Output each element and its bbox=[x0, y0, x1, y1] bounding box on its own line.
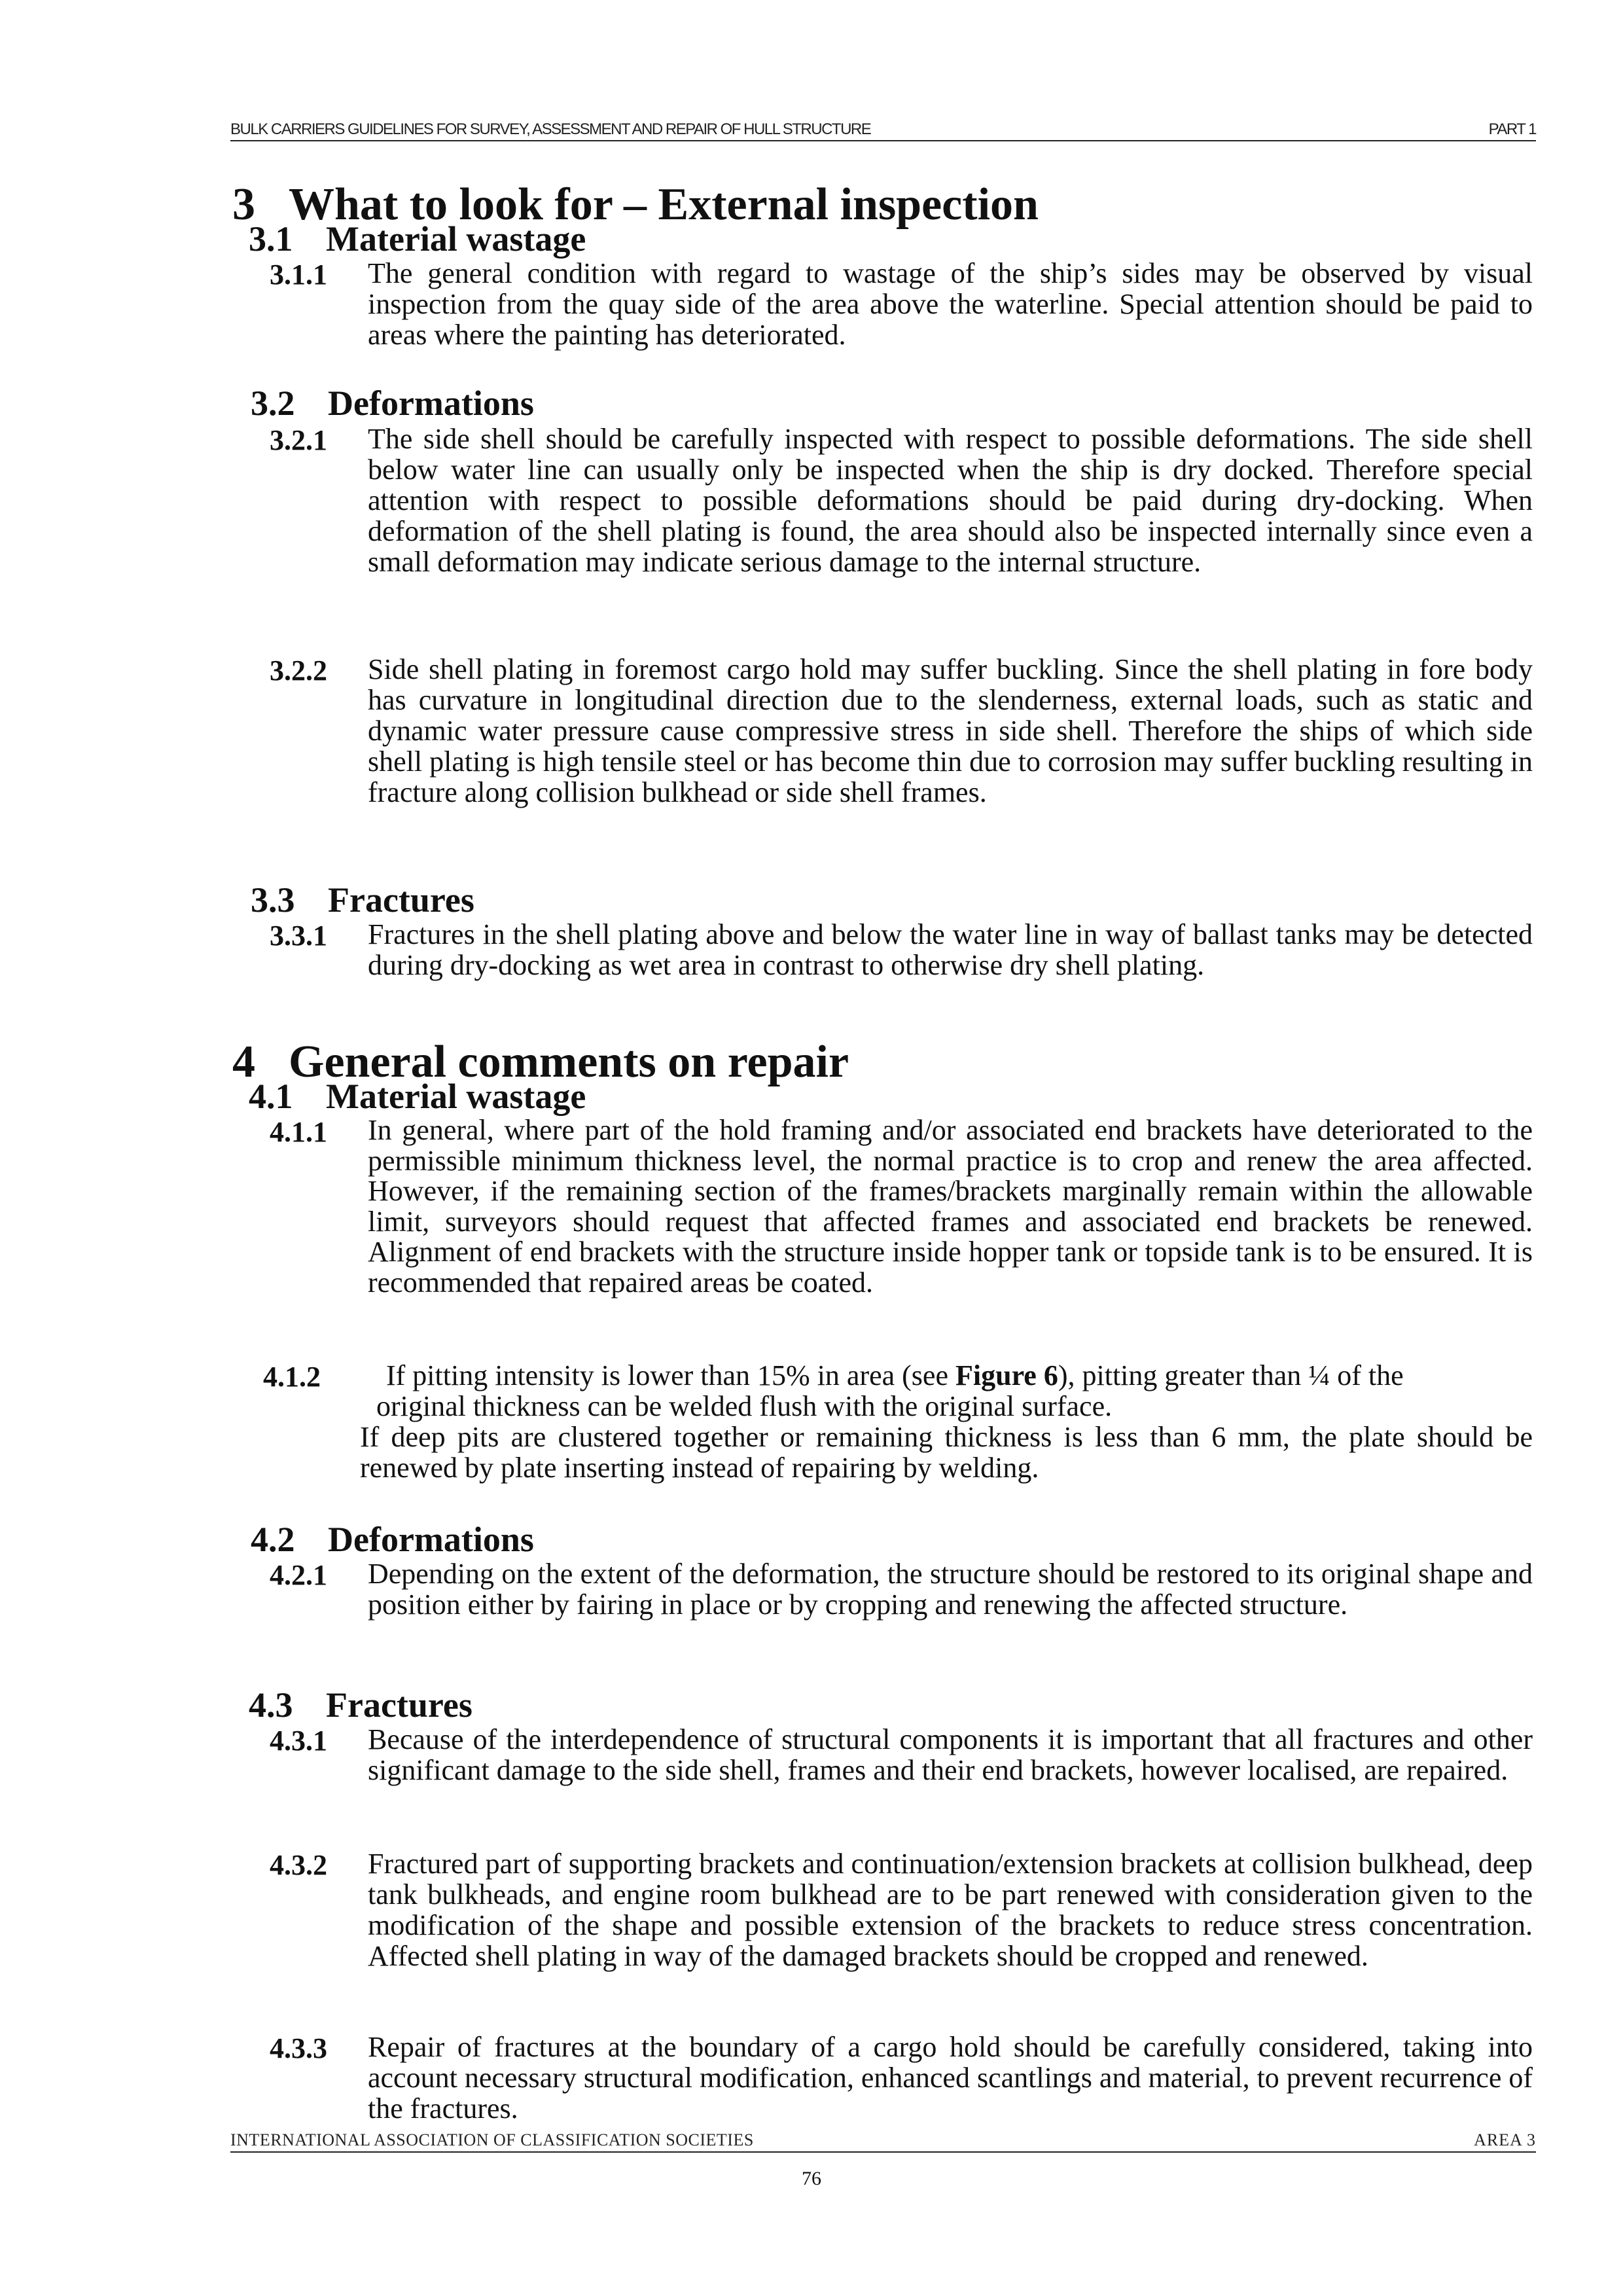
para-4-1-2-text-b: ), pitting greater than ¼ of the bbox=[1058, 1359, 1404, 1391]
para-4-1-2-line-2: original thickness can be welded flush with the original surface. bbox=[376, 1390, 1113, 1422]
section-4-3-heading bbox=[249, 1687, 473, 1723]
para-3-1-1: The general condition with regard to wastage of the ship’s sides may be observed by visual inspection from the quay side of the area above the waterline. Special attention should be paid to areas where the painting has deteriorated. bbox=[368, 257, 1533, 351]
section-3-1-heading bbox=[249, 221, 586, 257]
footer-organization: INTERNATIONAL ASSOCIATION OF CLASSIFICATION SOCIETIES bbox=[230, 2130, 754, 2149]
para-3-2-2: Side shell plating in foremost cargo hold may suffer buckling. Since the shell plating in fore body has curvature in longitudinal direction due to the slenderness, external loads, such as static and dynamic water pressure cause compressive stress in side shell. Therefore the ships of which side shell plating is high tensile steel or has become thin due to corrosion may suffer buckling resulting in fracture along collision bulkhead or side shell frames. bbox=[368, 653, 1533, 808]
subsection-title: Fractures bbox=[328, 880, 474, 920]
running-footer bbox=[230, 2129, 1536, 2153]
para-4-1-2-text-a: If pitting intensity is lower than 15% in area (see bbox=[386, 1359, 955, 1391]
subsection-number: 3.2 bbox=[251, 384, 295, 423]
para-4-3-1: Because of the interdependence of structural components it is important that all fractures and other significant damage to the side shell, frames and their end brackets, however localised, are repaired. bbox=[368, 1723, 1533, 1786]
para-number-4-3-1: 4.3.1 bbox=[270, 1725, 327, 1757]
para-number-4-3-3: 4.3.3 bbox=[270, 2032, 327, 2064]
subsection-number: 4.2 bbox=[251, 1520, 295, 1559]
section-number: 3 bbox=[232, 179, 255, 230]
para-4-3-3: Repair of fractures at the boundary of a cargo hold should be carefully considered, taking into account necessary structural modification, enhanced scantlings and material, to prevent recurrence of the fractures. bbox=[368, 2031, 1533, 2125]
para-number-3-1-1: 3.1.1 bbox=[270, 259, 327, 291]
running-header bbox=[230, 118, 1536, 141]
page-number: 76 bbox=[802, 2168, 821, 2189]
section-title: General comments on repair bbox=[289, 1037, 849, 1087]
header-part: PART 1 bbox=[1488, 120, 1536, 138]
para-number-3-2-1: 3.2.1 bbox=[270, 424, 327, 456]
figure-6-reference: Figure 6 bbox=[955, 1359, 1058, 1391]
subsection-number: 3.1 bbox=[249, 219, 293, 259]
section-3-2-heading bbox=[251, 386, 534, 421]
section-4-1-heading bbox=[249, 1079, 586, 1114]
para-number-4-3-2: 4.3.2 bbox=[270, 1849, 327, 1881]
subsection-title: Deformations bbox=[328, 1520, 534, 1559]
section-number: 4 bbox=[232, 1037, 255, 1087]
para-number-3-3-1: 3.3.1 bbox=[270, 920, 327, 952]
para-4-1-2-continued: If deep pits are clustered together or remaining thickness is less than 6 mm, the plate should be renewed by plate inserting instead of repairing by welding. bbox=[360, 1421, 1533, 1484]
para-number-4-1-1: 4.1.1 bbox=[270, 1116, 327, 1148]
subsection-title: Deformations bbox=[328, 384, 534, 423]
subsection-number: 4.3 bbox=[249, 1685, 293, 1725]
footer-area: AREA 3 bbox=[1474, 2130, 1536, 2149]
para-3-2-1: The side shell should be carefully inspected with respect to possible deformations. The side shell below water line can usually only be inspected when the ship is dry docked. Therefore special attention with respect to possible deformations should be paid during dry-docking. When deformation of the shell plating is found, the area should also be inspected internally since even a small deformation may indicate serious damage to the internal structure. bbox=[368, 423, 1533, 578]
section-4-2-heading bbox=[251, 1522, 534, 1557]
para-3-3-1: Fractures in the shell plating above and below the water line in way of ballast tanks may be detected during dry-docking as wet area in contrast to otherwise dry shell plating. bbox=[368, 918, 1533, 981]
subsection-number: 4.1 bbox=[249, 1077, 293, 1116]
para-number-3-2-2: 3.2.2 bbox=[270, 655, 327, 687]
para-4-3-2: Fractured part of supporting brackets and continuation/extension brackets at collision bulkhead, deep tank bulkheads, and engine room bulkhead are to be part renewed with consideration given to the modification of the shape and possible extension of the brackets to reduce stress concentration. Affected shell plating in way of the damaged brackets should be cropped and renewed. bbox=[368, 1848, 1533, 1972]
para-4-1-1: In general, where part of the hold framing and/or associated end brackets have deteriorated to the permissible minimum thickness level, the normal practice is to crop and renew the area affected. However, if the remaining section of the frames/brackets marginally remain within the allowable limit, surveyors should request that affected frames and associated end brackets be renewed. Alignment of end brackets with the structure inside hopper tank or topside tank is to be ensured. It is recommended that repaired areas be coated. bbox=[368, 1114, 1533, 1299]
subsection-number: 3.3 bbox=[251, 880, 295, 920]
para-number-4-2-1: 4.2.1 bbox=[270, 1559, 327, 1591]
para-4-1-2-line-1 bbox=[386, 1360, 1404, 1391]
subsection-title: Material wastage bbox=[326, 1077, 586, 1116]
para-4-2-1: Depending on the extent of the deformation, the structure should be restored to its original shape and position either by fairing in place or by cropping and renewing the affected structure. bbox=[368, 1558, 1533, 1621]
header-title: BULK CARRIERS GUIDELINES FOR SURVEY, ASSESSMENT AND REPAIR OF HULL STRUCTURE bbox=[230, 120, 871, 138]
subsection-title: Material wastage bbox=[326, 219, 586, 259]
section-3-3-heading bbox=[251, 882, 474, 918]
para-number-4-1-2: 4.1.2 bbox=[263, 1361, 321, 1393]
section-title: What to look for – External inspection bbox=[289, 179, 1039, 230]
subsection-title: Fractures bbox=[326, 1685, 473, 1725]
